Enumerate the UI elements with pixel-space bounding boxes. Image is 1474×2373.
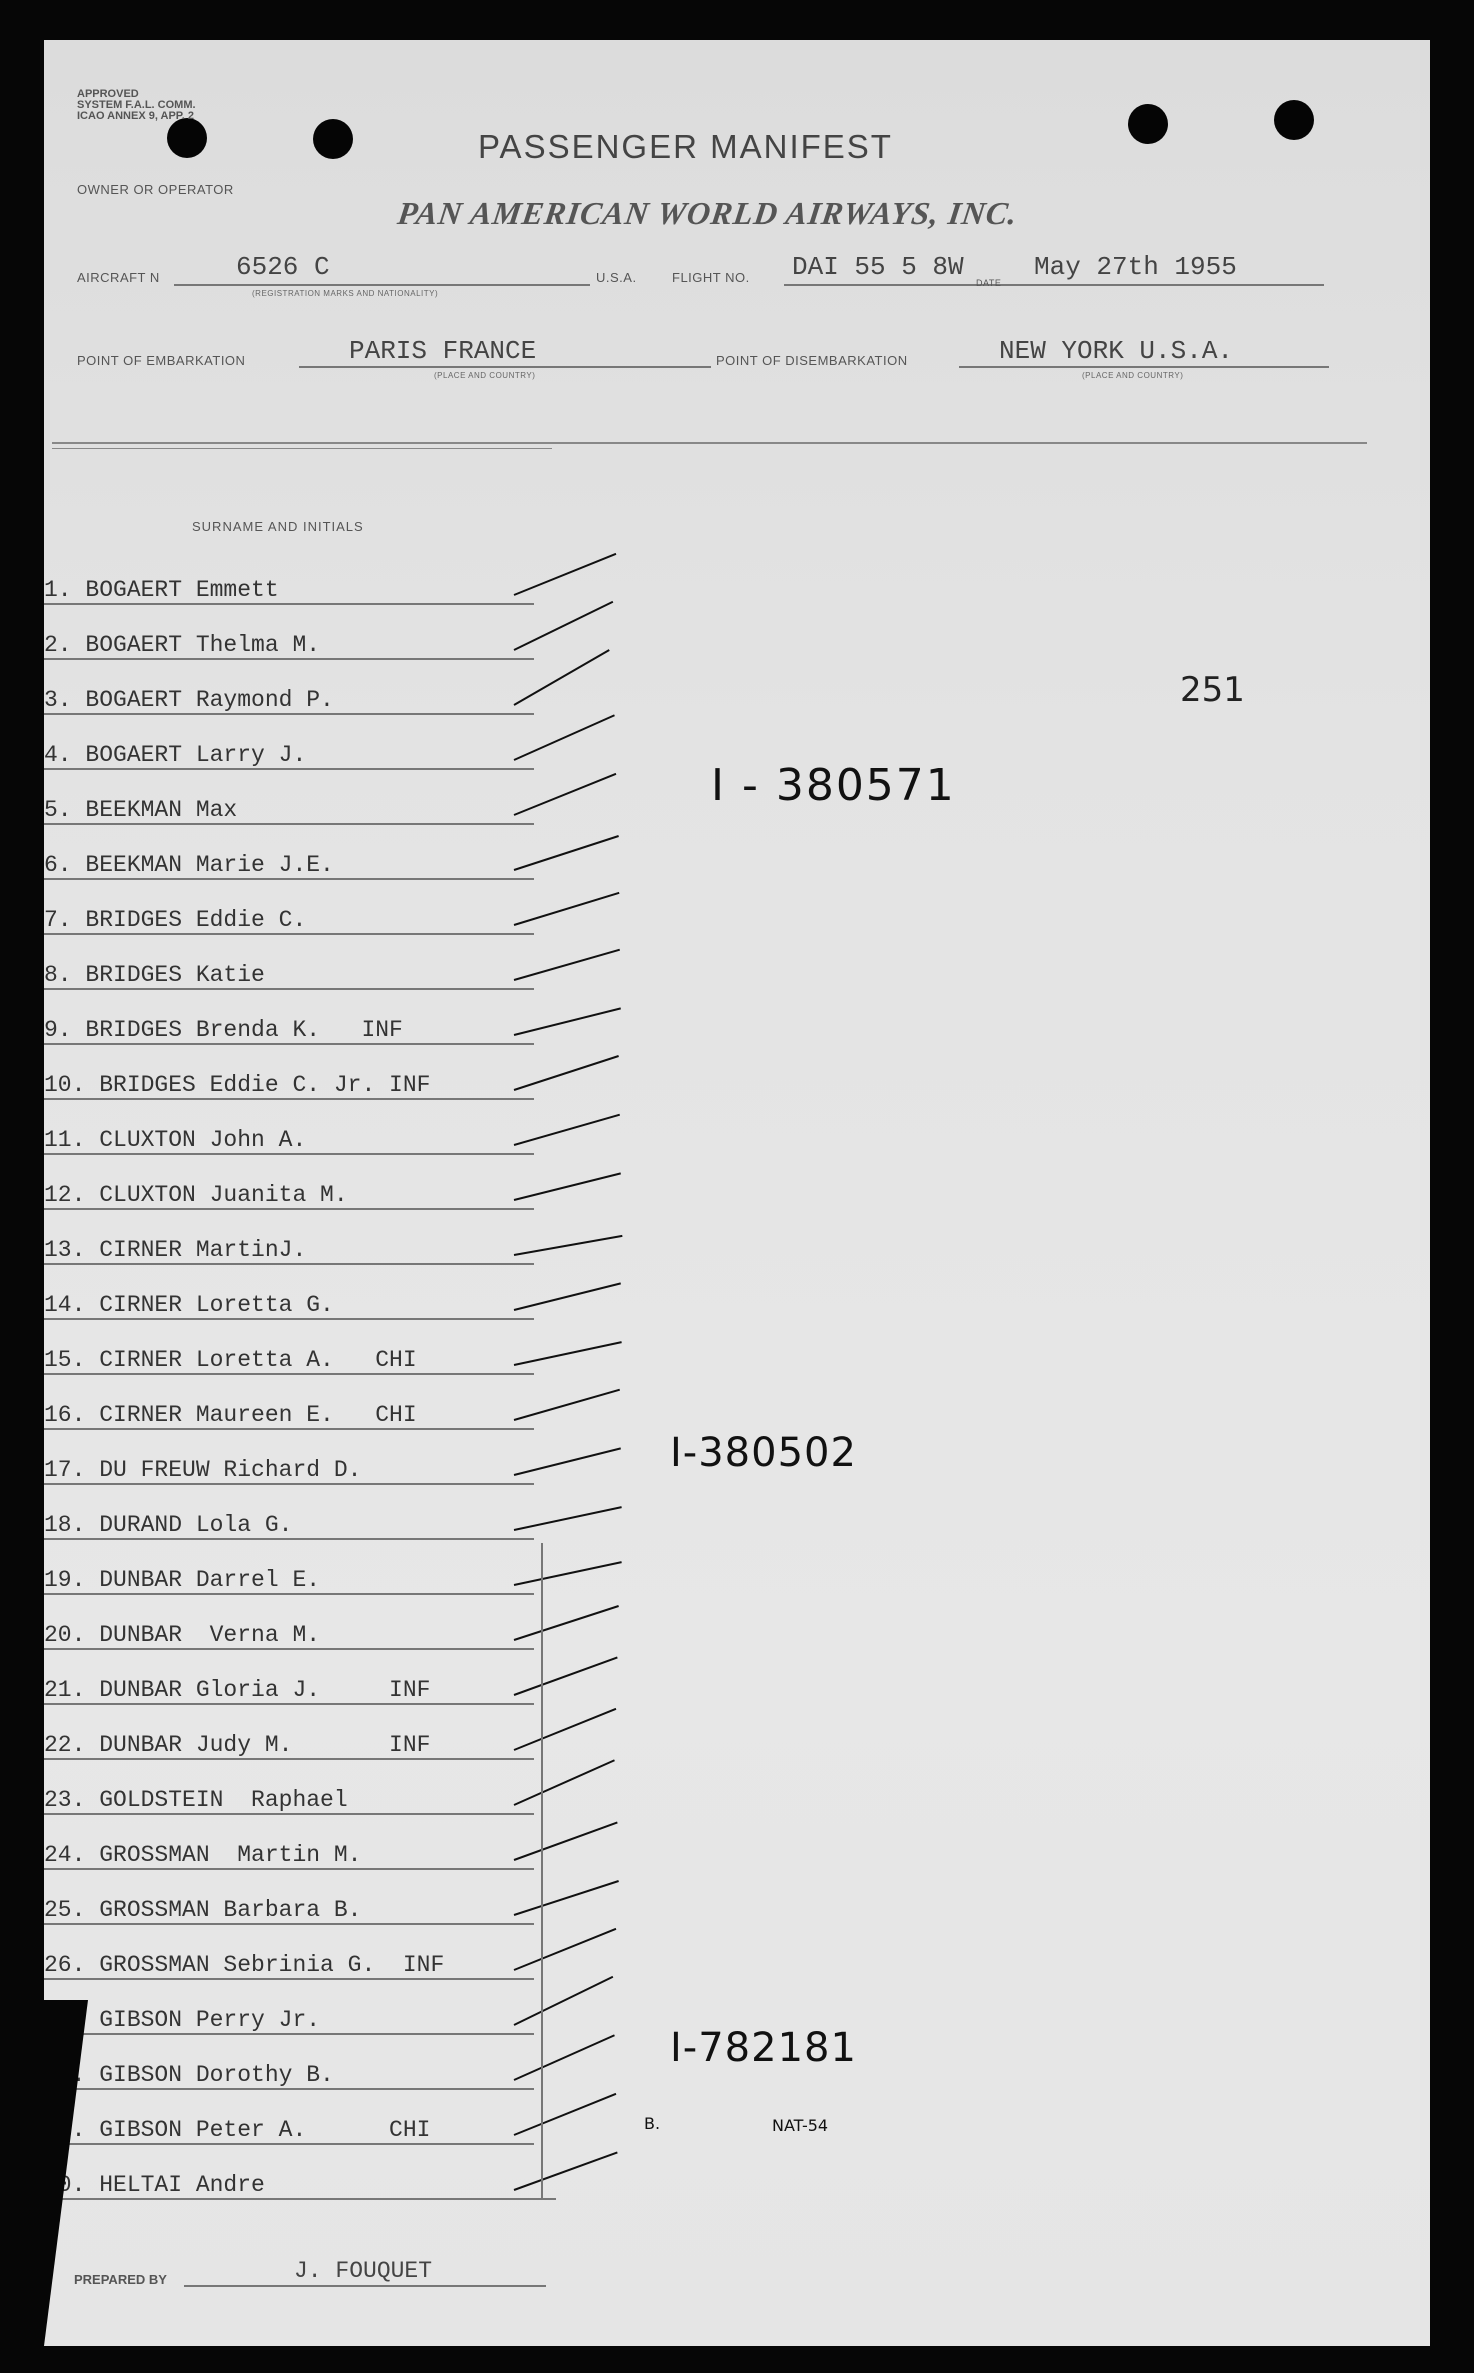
passenger-name: 12. CLUXTON Juanita M. xyxy=(44,1182,348,1208)
handwritten-note: I - 380571 xyxy=(711,760,956,811)
passenger-name: 25. GROSSMAN Barbara B. xyxy=(44,1897,362,1923)
list-item xyxy=(44,1265,564,1320)
passenger-name: 15. CIRNER Loretta A. CHI xyxy=(44,1347,417,1373)
punch-hole xyxy=(167,118,207,158)
aircraft-label: AIRCRAFT N xyxy=(77,270,160,285)
passenger-name: 21. DUNBAR Gloria J. INF xyxy=(44,1677,431,1703)
list-item xyxy=(44,1870,564,1925)
handwritten-note: I-782181 xyxy=(670,2025,857,2071)
divider-rule xyxy=(52,448,552,449)
handwritten-note: B. xyxy=(644,2114,661,2133)
prepared-by-label: PREPARED BY xyxy=(74,2272,167,2287)
list-item xyxy=(44,1375,564,1430)
list-item xyxy=(44,1430,564,1485)
passenger-name: 19. DUNBAR Darrel E. xyxy=(44,1567,321,1593)
list-item xyxy=(44,990,564,1045)
list-item xyxy=(44,770,564,825)
list-item xyxy=(44,715,564,770)
disembarkation-sub-label: (PLACE AND COUNTRY) xyxy=(1082,371,1184,380)
divider-rule xyxy=(52,442,1367,444)
passenger-name: 8. BRIDGES Katie xyxy=(44,962,265,988)
list-item xyxy=(44,1705,564,1760)
passenger-name: 26. GROSSMAN Sebrinia G. INF xyxy=(44,1952,445,1978)
list-item xyxy=(44,1540,564,1595)
handwritten-note: I-380502 xyxy=(670,1430,857,1476)
list-item xyxy=(44,825,564,880)
passenger-name: 30. HELTAI Andre xyxy=(44,2172,265,2198)
page-number: 251 xyxy=(1180,670,1245,710)
list-item xyxy=(44,1320,564,1375)
flight-value: DAI 55 5 8W xyxy=(792,252,964,282)
approved-line: SYSTEM F.A.L. COMM. xyxy=(77,99,196,111)
disembarkation-label: POINT OF DISEMBARKATION xyxy=(716,353,908,368)
passenger-name: 20. DUNBAR Verna M. xyxy=(44,1622,321,1648)
list-item xyxy=(44,1815,564,1870)
date-underline xyxy=(1024,284,1324,286)
owner-label: OWNER OR OPERATOR xyxy=(77,182,234,197)
disembarkation-underline xyxy=(959,366,1329,368)
embarkation-value: PARIS FRANCE xyxy=(349,336,537,366)
passenger-name: 4. BOGAERT Larry J. xyxy=(44,742,307,768)
passenger-name: 13. CIRNER MartinJ. xyxy=(44,1237,307,1263)
passenger-name: 23. GOLDSTEIN Raphael xyxy=(44,1787,348,1813)
passenger-name: 5. BEEKMAN Max xyxy=(44,797,238,823)
list-item xyxy=(44,1760,564,1815)
embarkation-underline xyxy=(299,366,711,368)
list-item xyxy=(44,550,564,605)
list-item xyxy=(44,935,564,990)
passenger-name: 9. BRIDGES Brenda K. INF xyxy=(44,1017,403,1043)
passenger-name: 7. BRIDGES Eddie C. xyxy=(44,907,307,933)
passenger-name: 10. BRIDGES Eddie C. Jr. INF xyxy=(44,1072,431,1098)
passenger-name: 22. DUNBAR Judy M. INF xyxy=(44,1732,431,1758)
list-item xyxy=(44,1595,564,1650)
passenger-name: 11. CLUXTON John A. xyxy=(44,1127,307,1153)
passenger-name: 17. DU FREUW Richard D. xyxy=(44,1457,362,1483)
passenger-name: 3. BOGAERT Raymond P. xyxy=(44,687,334,713)
passenger-name: 27. GIBSON Perry Jr. xyxy=(44,2007,321,2033)
passenger-name: 1. BOGAERT Emmett xyxy=(44,577,279,603)
date-label: DATE xyxy=(976,278,1002,288)
column-rule xyxy=(541,1543,543,2199)
list-item xyxy=(44,2145,564,2200)
list-item xyxy=(44,1485,564,1540)
embarkation-label: POINT OF EMBARKATION xyxy=(77,353,246,368)
handwritten-note: NAT-54 xyxy=(772,2116,829,2135)
company-name: PAN AMERICAN WORLD AIRWAYS, INC. xyxy=(395,195,1021,231)
surname-column-header: SURNAME AND INITIALS xyxy=(192,519,364,534)
list-item xyxy=(44,605,564,660)
punch-hole xyxy=(1274,100,1314,140)
prepared-by-value: J. FOUQUET xyxy=(294,2258,433,2284)
list-item xyxy=(44,2035,564,2090)
torn-corner xyxy=(44,2000,88,2346)
embarkation-sub-label: (PLACE AND COUNTRY) xyxy=(434,371,536,380)
approved-line: ICAO ANNEX 9, APP. 2 xyxy=(77,110,194,122)
list-item xyxy=(44,1980,564,2035)
list-item xyxy=(44,1925,564,1980)
passenger-name: 29. GIBSON Peter A. CHI xyxy=(44,2117,431,2143)
passenger-name: 18. DURAND Lola G. xyxy=(44,1512,293,1538)
prepared-by-underline xyxy=(184,2285,546,2287)
flight-label: FLIGHT NO. xyxy=(672,270,750,285)
usa-label: U.S.A. xyxy=(596,270,637,285)
passenger-name: 16. CIRNER Maureen E. CHI xyxy=(44,1402,417,1428)
manifest-sheet xyxy=(44,40,1430,2346)
punch-hole xyxy=(313,119,353,159)
passenger-name: 28. GIBSON Dorothy B. xyxy=(44,2062,334,2088)
list-item xyxy=(44,880,564,935)
passenger-name: 14. CIRNER Loretta G. xyxy=(44,1292,334,1318)
passenger-name: 2. BOGAERT Thelma M. xyxy=(44,632,321,658)
list-item xyxy=(44,1650,564,1705)
passenger-name: 6. BEEKMAN Marie J.E. xyxy=(44,852,334,878)
disembarkation-value: NEW YORK U.S.A. xyxy=(999,336,1234,366)
date-value: May 27th 1955 xyxy=(1034,252,1237,282)
approved-line: APPROVED xyxy=(77,88,139,100)
list-item xyxy=(44,2090,564,2145)
aircraft-value: 6526 C xyxy=(236,252,330,282)
passenger-name: 24. GROSSMAN Martin M. xyxy=(44,1842,362,1868)
list-end-rule xyxy=(44,2198,556,2200)
punch-hole xyxy=(1128,104,1168,144)
aircraft-underline xyxy=(174,284,590,286)
aircraft-sub-label: (REGISTRATION MARKS AND NATIONALITY) xyxy=(252,289,439,298)
approval-stamp xyxy=(77,89,196,122)
list-item xyxy=(44,1045,564,1100)
list-item xyxy=(44,1210,564,1265)
list-item xyxy=(44,1155,564,1210)
page-title: PASSENGER MANIFEST xyxy=(478,128,893,165)
list-item xyxy=(44,660,564,715)
list-item xyxy=(44,1100,564,1155)
